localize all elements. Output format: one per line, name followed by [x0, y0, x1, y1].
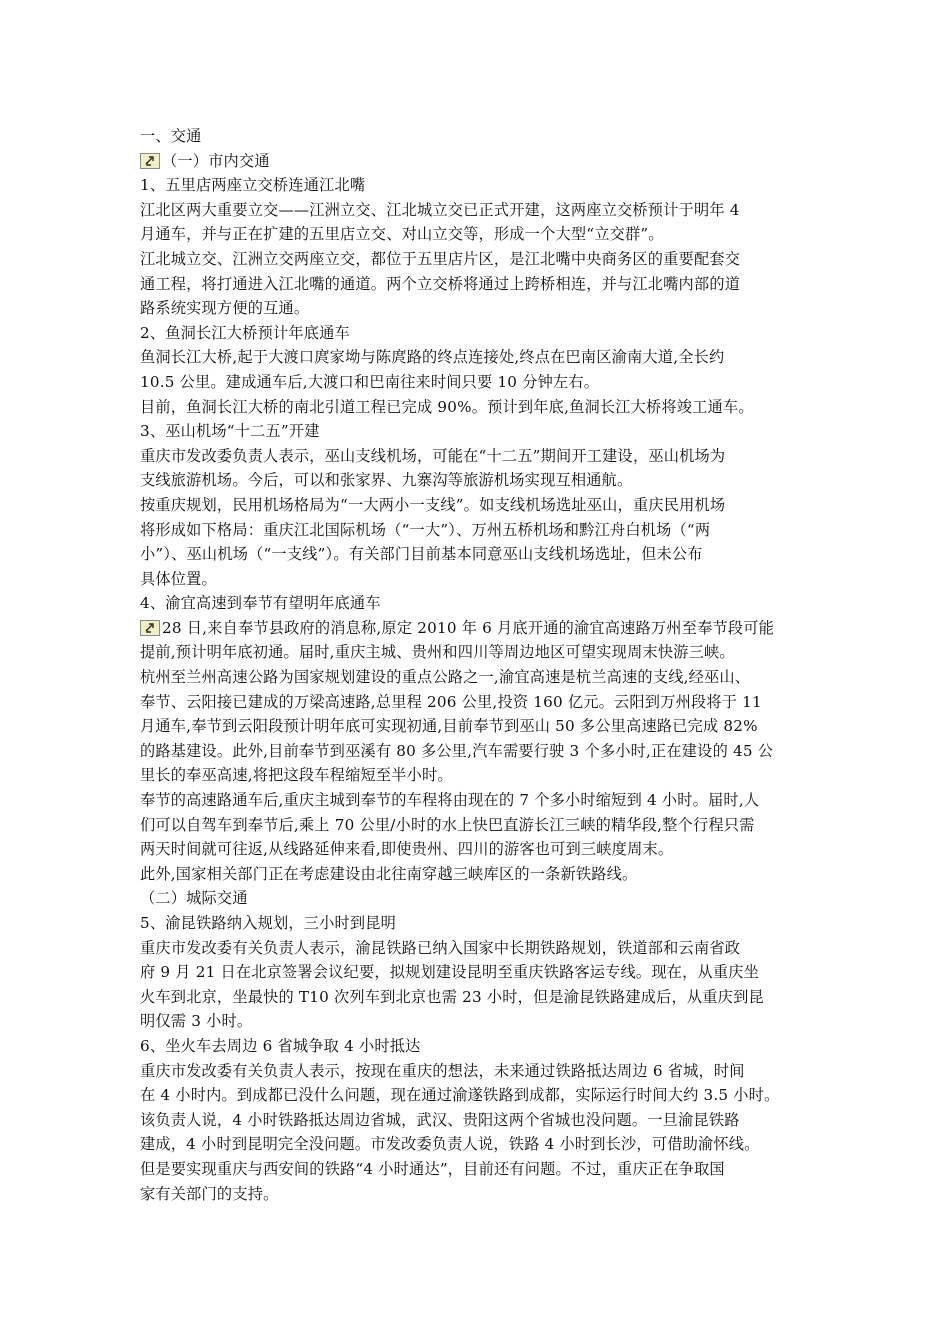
section-heading-transport: 一、交通	[140, 127, 202, 145]
item-heading-6: 6、坐火车去周边 6 省城争取 4 小时抵达	[140, 1036, 421, 1055]
paragraph-line: 将形成如下格局：重庆江北国际机场（“一大”）、万州五桥机场和黔江舟白机场（“两	[140, 520, 711, 539]
paragraph-line: 重庆市发改委有关负责人表示，按现在重庆的想法，未来通过铁路抵达周边 6 省城，时间	[140, 1061, 745, 1080]
paragraph-line: 火车到北京，坐最快的 T10 次列车到北京也需 23 小时，但是渝昆铁路建成后，从重庆到昆	[140, 987, 764, 1006]
paragraph-line: 明仅需 3 小时。	[140, 1012, 253, 1031]
paragraph-line: 在 4 小时内。到成都已没什么问题，现在通过渝遂铁路到成都，实际运行时间大约 3.5 小时。	[140, 1086, 780, 1105]
paragraph-line: 重庆市发改委有关负责人表示，渝昆铁路已纳入国家中长期铁路规划，铁道部和云南省政	[140, 938, 741, 957]
paragraph-line: 月通车,奉节到云阳段预计明年底可实现初通,目前奉节到巫山 50 多公里高速路已完成 82%	[140, 717, 758, 736]
paragraph-line: 江北城立交、江洲立交两座立交，都位于五里店片区，是江北嘴中央商务区的重要配套交	[140, 249, 741, 268]
paragraph-line: 的路基建设。此外,目前奉节到巫溪有 80 多公里,汽车需要行驶 3 个多小时,正在建设的 45 公	[140, 741, 774, 760]
item-heading-2: 2、鱼洞长江大桥预计年底通车	[140, 323, 350, 342]
paragraph-line: 支线旅游机场。今后，可以和张家界、九寨沟等旅游机场实现互相通航。	[140, 471, 633, 490]
paragraph-line: 路系统实现方便的互通。	[140, 299, 310, 318]
paragraph-line: 奉节、云阳接已建成的万梁高速路,总里程 206 公里,投资 160 亿元。云阳到万州段将于 11	[140, 692, 762, 711]
paragraph-line: 府 9 月 21 日在北京签署会议纪要，拟规划建设昆明至重庆铁路客运专线。现在，从重庆坐	[140, 963, 760, 982]
subsection-heading-intercity-transport: （二）城际交通	[140, 889, 248, 908]
subsection-heading-city-transport	[140, 149, 816, 174]
paragraph-line: 通工程，将打通进入江北嘴的通道。两个立交桥将通过上跨桥相连，并与江北嘴内部的道	[140, 274, 741, 293]
paragraph-line: 但是要实现重庆与西安间的铁路“4 小时通达”，目前还有问题。不过，重庆正在争取国	[140, 1159, 725, 1178]
paragraph-line: 里长的奉巫高速,将把这段车程缩短至半小时。	[140, 766, 453, 785]
item-heading-4: 4、渝宜高速到奉节有望明年底通车	[140, 594, 381, 613]
paragraph-line: 杭州至兰州高速公路为国家规划建设的重点公路之一,渝宜高速是杭兰高速的支线,经巫山、	[140, 668, 751, 687]
paragraph-line: 月通车，并与正在扩建的五里店立交、对山立交等，形成一个大型“立交群”。	[140, 225, 664, 244]
paragraph-line: 们可以自驾车到奉节后,乘上 70 公里/小时的水上快巴直游长江三峡的精华段,整个行程只需	[140, 815, 755, 834]
paragraph-line: 10.5 公里。建成通车后,大渡口和巴南往来时间只要 10 分钟左右。	[140, 372, 600, 391]
paragraph-line-text: 28 日,来自奉节县政府的消息称,原定 2010 年 6 月底开通的渝宜高速路万州至奉节段可能	[162, 618, 775, 637]
paragraph-line: 具体位置。	[140, 569, 217, 588]
paragraph-line	[140, 616, 816, 641]
broken-image-icon	[140, 620, 160, 636]
paragraph-line: 建成，4 小时到昆明完全没问题。市发改委负责人说，铁路 4 小时到长沙，可借助渝怀线。	[140, 1135, 760, 1154]
paragraph-line: 奉节的高速路通车后,重庆主城到奉节的车程将由现在的 7 个多小时缩短到 4 小时。届时,人	[140, 791, 760, 810]
paragraph-line: 提前,预计明年底初通。届时,重庆主城、贵州和四川等周边地区可望实现周末快游三峡。	[140, 643, 735, 662]
paragraph-line: 鱼洞长江大桥,起于大渡口庹家坳与陈庹路的终点连接处,终点在巴南区渝南大道,全长约	[140, 348, 725, 367]
paragraph-line: 按重庆规划，民用机场格局为“一大两小一支线”。如支线机场选址巫山，重庆民用机场	[140, 495, 726, 514]
item-heading-1: 1、五里店两座立交桥连通江北嘴	[140, 176, 366, 195]
paragraph-line: 目前，鱼洞长江大桥的南北引道工程已完成 90%。预计到年底,鱼洞长江大桥将竣工通车。	[140, 397, 754, 416]
paragraph-line: 江北区两大重要立交——江洲立交、江北城立交已正式开建，这两座立交桥预计于明年 4	[140, 200, 740, 219]
broken-image-icon	[140, 153, 160, 169]
paragraph-line: 重庆市发改委负责人表示，巫山支线机场，可能在“十二五”期间开工建设，巫山机场为	[140, 446, 726, 465]
paragraph-line: 家有关部门的支持。	[140, 1184, 279, 1203]
paragraph-line: 该负责人说，4 小时铁路抵达周边省城，武汉、贵阳这两个省城也没问题。一旦渝昆铁路	[140, 1110, 740, 1129]
subsection-heading-text: （一）市内交通	[162, 151, 270, 170]
paragraph-line: 两天时间就可往返,从线路延伸来看,即使贵州、四川的游客也可到三峡度周末。	[140, 840, 674, 859]
paragraph-line: 此外,国家相关部门正在考虑建设由北往南穿越三峡库区的一条新铁路线。	[140, 864, 638, 883]
document-body	[140, 124, 816, 1206]
paragraph-line: 小”）、巫山机场（“一支线”）。有关部门目前基本同意巫山支线机场选址，但未公布	[140, 545, 703, 564]
item-heading-5: 5、渝昆铁路纳入规划，三小时到昆明	[140, 914, 397, 932]
item-heading-3: 3、巫山机场“十二五”开建	[140, 422, 320, 441]
